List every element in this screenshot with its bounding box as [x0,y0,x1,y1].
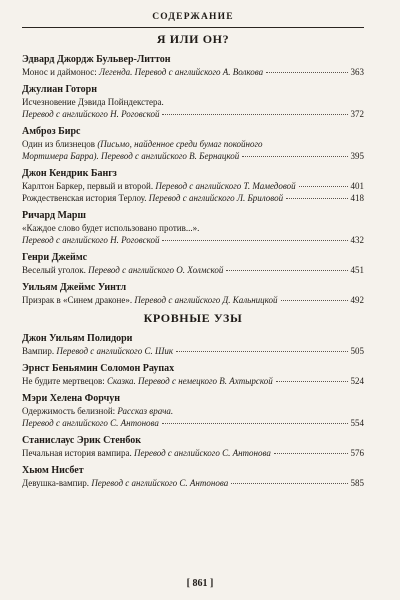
work-note: Рассказ врача. [117,406,174,416]
dot-leader [231,483,347,484]
toc-entry [22,332,364,357]
work-line [22,345,364,357]
work-note: Сказка. Перевод с немецкого В. Ахтырской [107,376,273,386]
toc-entry [22,251,364,276]
work-text [22,96,164,108]
dot-leader [286,198,347,199]
header-rule [22,27,364,28]
work-title: Призрак в «Синем драконе». [22,295,133,305]
toc-entry [22,209,364,246]
work-title: Один из близнецов [22,139,96,149]
toc-entry [22,464,364,489]
page-ref: 554 [350,418,364,428]
work-line [22,96,364,108]
toc-entry [22,434,364,459]
work-line [22,234,364,246]
work-note: Перевод с английского Д. Кальницкой [134,295,278,305]
author-name: Генри Джеймс [22,252,88,263]
work-line [22,375,364,387]
work-note: Перевод с английского С. Антонова [91,478,229,488]
toc-entry [22,281,364,306]
work-note: Перевод с английского Н. Роговской [22,109,160,119]
dot-leader [242,156,347,157]
work-text [22,264,223,276]
running-head: СОДЕРЖАНИЕ [152,12,234,22]
work-line [22,447,364,459]
dot-leader [226,270,347,271]
work-line [22,417,364,429]
work-note: Перевод с английского Т. Мамедовой [155,181,296,191]
work-title: Рождественская история Терлоу. [22,193,147,203]
work-note: (Письмо, найденное среди бумаг покойного [97,139,263,149]
work-title: Исчезновение Дэвида Пойндекстера. [22,97,164,107]
work-text [22,234,159,246]
work-title: Одержимость белизной: [22,406,116,416]
work-text [22,66,263,78]
dot-leader [299,186,348,187]
author-name: Джон Кендрик Бангз [22,168,117,179]
work-title: Веселый уголок. [22,265,86,275]
work-line [22,138,364,150]
work-title: «Каждое слово будет использовано против...». [22,223,200,233]
toc-entry [22,167,364,204]
page-ref: 432 [350,235,364,245]
toc-entry [22,125,364,162]
work-text [22,405,173,417]
work-title: Печальная история вампира. [22,448,132,458]
page-ref: 372 [350,109,364,119]
work-title: Не будите мертвецов: [22,376,105,386]
toc-entry [22,53,364,78]
dot-leader [276,381,348,382]
dot-leader [281,300,348,301]
work-text [22,477,228,489]
page-ref: 363 [350,67,364,77]
work-text [22,375,273,387]
work-note: Перевод с английского С. Шик [56,346,174,356]
section-title: Я ИЛИ ОН? [156,32,230,46]
work-line [22,66,364,78]
dot-leader [176,351,347,352]
work-text [22,222,199,234]
page-ref: 576 [350,448,364,458]
work-text [22,294,278,306]
work-line [22,477,364,489]
toc-entry [22,83,364,120]
work-title: Карлтон Баркер, первый и второй. [22,181,154,191]
work-text [22,447,271,459]
author-name: Ричард Марш [22,210,86,221]
dot-leader [274,453,348,454]
work-title: Монос и даймонос: [22,67,97,77]
work-note: Перевод с английского Н. Роговской [22,235,160,245]
page-number: [ 861 ] [186,578,214,589]
author-name: Джулиан Готорн [22,84,97,95]
toc-entry [22,392,364,429]
work-text [22,417,159,429]
page-ref: 505 [350,346,364,356]
work-note: Мортимера Барра). Перевод с английского В. Бернацкой [22,151,240,161]
work-text [22,192,283,204]
work-note: Перевод с английского Л. Бриловой [148,193,284,203]
page-ref: 492 [350,295,364,305]
work-line [22,405,364,417]
work-note: Перевод с английского С. Антонова [133,448,271,458]
dot-leader [266,72,347,73]
work-line [22,294,364,306]
author-name: Амброз Бирс [22,126,81,137]
work-line [22,192,364,204]
work-line [22,264,364,276]
toc-entry [22,362,364,387]
work-line [22,150,364,162]
author-name: Эдвард Джордж Бульвер-Литтон [22,54,171,65]
work-note: Перевод с английского О. Холмской [88,265,224,275]
author-name: Станислаус Эрик Стенбок [22,435,142,446]
author-name: Хьюм Нисбет [22,465,84,476]
work-note: Легенда. Перевод с английского А. Волкова [99,67,264,77]
page-ref: 585 [350,478,364,488]
author-name: Джон Уильям Полидори [22,333,133,344]
author-name: Мэри Хелена Форчун [22,393,120,404]
work-text [22,180,296,192]
page-ref: 451 [350,265,364,275]
work-text [22,138,263,150]
work-text [22,150,239,162]
toc-body [22,32,364,489]
page-ref: 524 [350,376,364,386]
page-ref: 401 [350,181,364,191]
dot-leader [162,114,347,115]
work-line [22,108,364,120]
work-title: Вампир. [22,346,55,356]
work-text [22,345,173,357]
dot-leader [162,423,348,424]
work-line [22,222,364,234]
work-title: Девушка-вампир. [22,478,90,488]
work-note: Перевод с английского С. Антонова [22,418,159,428]
section-title: КРОВНЫЕ УЗЫ [143,311,243,325]
work-line [22,180,364,192]
page-ref: 395 [350,151,364,161]
author-name: Уильям Джеймс Уинтл [22,282,127,293]
page-ref: 418 [350,193,364,203]
work-text [22,108,159,120]
dot-leader [162,240,347,241]
author-name: Эрнст Беньямин Соломон Раупах [22,363,175,374]
